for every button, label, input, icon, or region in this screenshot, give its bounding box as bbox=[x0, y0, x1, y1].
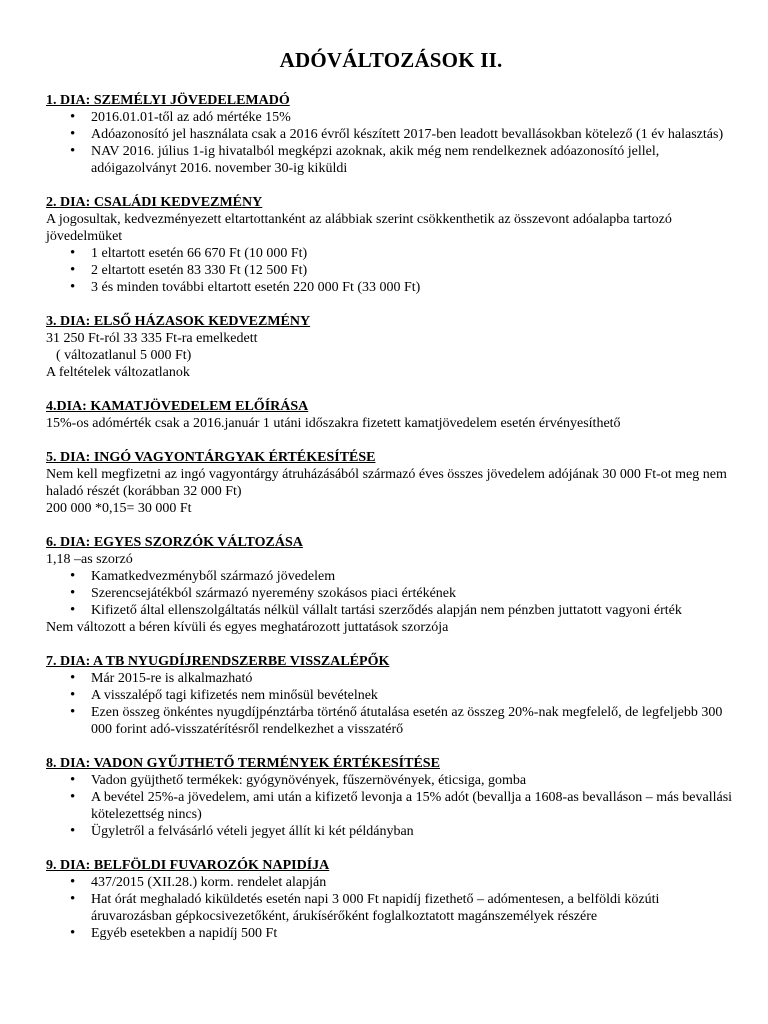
bullet-item: • Szerencsejátékból származó nyeremény szokásos piaci értékének bbox=[46, 585, 736, 602]
section-heading: 1. DIA: SZEMÉLYI JÖVEDELEMADÓ bbox=[46, 93, 290, 108]
section-3 bbox=[46, 313, 736, 381]
bullet-item: • Egyéb esetekben a napidíj 500 Ft bbox=[46, 925, 736, 942]
section-4 bbox=[46, 398, 736, 432]
section-heading: 8. DIA: VADON GYŰJTHETŐ TERMÉNYEK ÉRTÉKESÍTÉSE bbox=[46, 756, 440, 771]
bullet-item: • A visszalépő tagi kifizetés nem minősül bevételnek bbox=[46, 687, 736, 704]
section-paragraph: Nem kell megfizetni az ingó vagyontárgy átruházásából származó éves összes jövedelem adójának 30 000 Ft-ot meg nem haladó részét (korábban 32 000 Ft) bbox=[46, 467, 727, 499]
bullet-item: • Ezen összeg önkéntes nyugdíjpénztárba történő átutalása esetén az összeg 20%-nak megfelelő, de legfeljebb 300 000 forint adó-visszatérítésről rendelkezhet a visszatérő bbox=[46, 704, 736, 738]
bullet-item: • 2016.01.01-től az adó mértéke 15% bbox=[46, 109, 736, 126]
section-heading: 4.DIA: KAMATJÖVEDELEM ELŐÍRÁSA bbox=[46, 399, 309, 414]
bullet-list bbox=[46, 772, 736, 840]
section-heading: 2. DIA: CSALÁDI KEDVEZMÉNY bbox=[46, 195, 263, 210]
section-paragraph: 31 250 Ft-ról 33 335 Ft-ra emelkedett bbox=[46, 331, 258, 346]
section-heading: 9. DIA: BELFÖLDI FUVAROZÓK NAPIDÍJA bbox=[46, 858, 330, 873]
bullet-list bbox=[46, 568, 736, 619]
section-2 bbox=[46, 194, 736, 296]
bullet-item: • NAV 2016. július 1-ig hivatalból megképzi azoknak, akik még nem rendelkeznek adóazonosító jellel, adóigazolványt 2016. november 30-ig kiküldi bbox=[46, 143, 736, 177]
section-paragraph: 1,18 –as szorzó bbox=[46, 552, 133, 567]
bullet-list bbox=[46, 874, 736, 942]
section-heading: 6. DIA: EGYES SZORZÓK VÁLTOZÁSA bbox=[46, 535, 303, 550]
bullet-list bbox=[46, 245, 736, 296]
bullet-item: • Ügyletről a felvásárló vételi jegyet állít ki két példányban bbox=[46, 823, 736, 840]
document-title: ADÓVÁLTOZÁSOK II. bbox=[279, 48, 503, 72]
bullet-item: • Hat órát meghaladó kiküldetés esetén napi 3 000 Ft napidíj fizethető – adómentesen, a belföldi közúti áruvarozásban gépkocsivezetőként, árukísérőként foglalkoztatott magánszemélyek részére bbox=[46, 891, 736, 925]
section-9 bbox=[46, 857, 736, 942]
bullet-item: • Kamatkedvezményből származó jövedelem bbox=[46, 568, 736, 585]
bullet-item: • Adóazonosító jel használata csak a 2016 évről készített 2017-ben leadott bevallásokban kötelező (1 év halasztás) bbox=[46, 126, 736, 143]
section-6 bbox=[46, 534, 736, 636]
section-5 bbox=[46, 449, 736, 517]
section-paragraph: 15%-os adómérték csak a 2016.január 1 utáni időszakra fizetett kamatjövedelem esetén érvényesíthető bbox=[46, 416, 621, 431]
section-heading: 5. DIA: INGÓ VAGYONTÁRGYAK ÉRTÉKESÍTÉSE bbox=[46, 450, 376, 465]
section-paragraph: ( változatlanul 5 000 Ft) bbox=[56, 348, 192, 363]
bullet-list bbox=[46, 109, 736, 177]
section-paragraph: Nem változott a béren kívüli és egyes meghatározott juttatások szorzója bbox=[46, 620, 449, 635]
bullet-item: • 1 eltartott esetén 66 670 Ft (10 000 Ft) bbox=[46, 245, 736, 262]
bullet-item: • Vadon gyüjthető termékek: gyógynövények, fűszernövények, éticsiga, gomba bbox=[46, 772, 736, 789]
sections-container bbox=[46, 92, 736, 942]
section-paragraph: A jogosultak, kedvezményezett eltartottanként az alábbiak szerint csökkenthetik az összevont adóalapba tartozó jövedelmüket bbox=[46, 212, 672, 244]
bullet-item: • 437/2015 (XII.28.) korm. rendelet alapján bbox=[46, 874, 736, 891]
section-8 bbox=[46, 755, 736, 840]
section-paragraph: 200 000 *0,15= 30 000 Ft bbox=[46, 501, 192, 516]
bullet-list bbox=[46, 670, 736, 738]
section-heading: 3. DIA: ELSŐ HÁZASOK KEDVEZMÉNY bbox=[46, 314, 311, 329]
document-page bbox=[46, 48, 736, 959]
section-heading: 7. DIA: A TB NYUGDÍJRENDSZERBE VISSZALÉPŐK bbox=[46, 654, 390, 669]
bullet-item: • 3 és minden további eltartott esetén 220 000 Ft (33 000 Ft) bbox=[46, 279, 736, 296]
bullet-item: • 2 eltartott esetén 83 330 Ft (12 500 Ft) bbox=[46, 262, 736, 279]
section-1 bbox=[46, 92, 736, 177]
section-paragraph: A feltételek változatlanok bbox=[46, 365, 190, 380]
bullet-item: • Már 2015-re is alkalmazható bbox=[46, 670, 736, 687]
bullet-item: • A bevétel 25%-a jövedelem, ami után a kifizető levonja a 15% adót (bevallja a 1608-as bevalláson – más bevallási kötelezettség nincs) bbox=[46, 789, 736, 823]
bullet-item: • Kifizető által ellenszolgáltatás nélkül vállalt tartási szerződés alapján nem pénzben juttatott vagyoni érték bbox=[46, 602, 736, 619]
section-7 bbox=[46, 653, 736, 738]
